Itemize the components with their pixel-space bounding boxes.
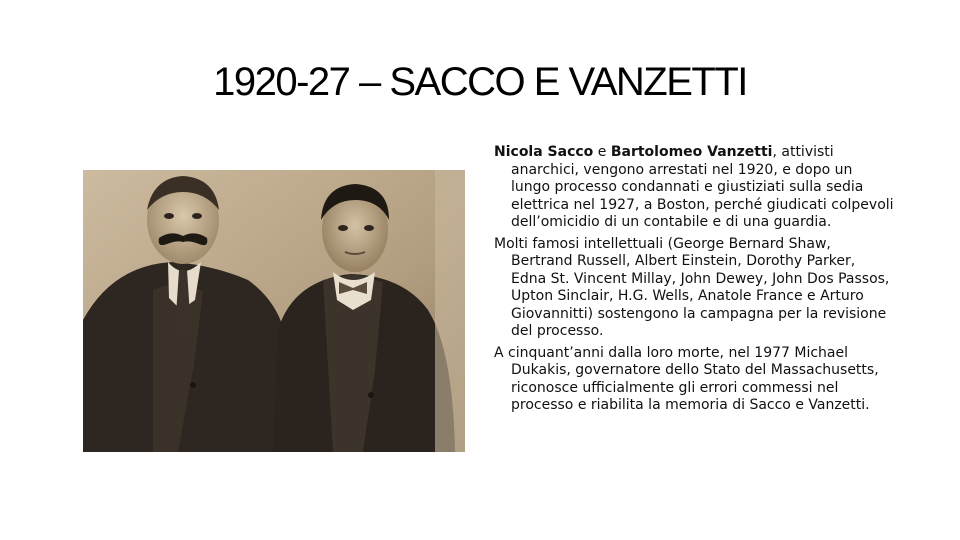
name-sacco: Nicola Sacco xyxy=(494,144,594,160)
portrait-photo-icon xyxy=(83,170,465,452)
slide-title: 1920-27 – SACCO E VANZETTI xyxy=(213,60,747,104)
name-vanzetti: Bartolomeo Vanzetti xyxy=(610,144,773,160)
arrest-text: , attivisti anarchici, vengono arrestati nel 1920, e dopo un lungo processo condannati e giustiziati sulla sedia elettrica nel 1927, a Boston, perché giudicati colpevoli dell’omicidio di un contabile e di una guardia. xyxy=(511,144,894,230)
historical-photo xyxy=(83,170,465,452)
conjunction: e xyxy=(593,144,611,160)
paragraph-rehabilitation: A cinquant’anni dalla loro morte, nel 1977 Michael Dukakis, governatore dello Stato del Massachusetts, riconosce ufficialmente gli errori commessi nel processo e riabilita la memoria di Sacco e Vanzetti. xyxy=(494,344,879,413)
paragraph-arrest xyxy=(494,144,894,232)
paragraph-intellectuals: Molti famosi intellettuali (George Bernard Shaw, Bertrand Russell, Albert Einstein, Dorothy Parker, Edna St. Vincent Millay, John Dewey, John Dos Passos, Upton Sinclair, H.G. Wells, Anatole France e Arturo Giovannitti) sostengono la campagna per la revisione del processo. xyxy=(494,235,890,339)
body-text xyxy=(494,144,894,419)
